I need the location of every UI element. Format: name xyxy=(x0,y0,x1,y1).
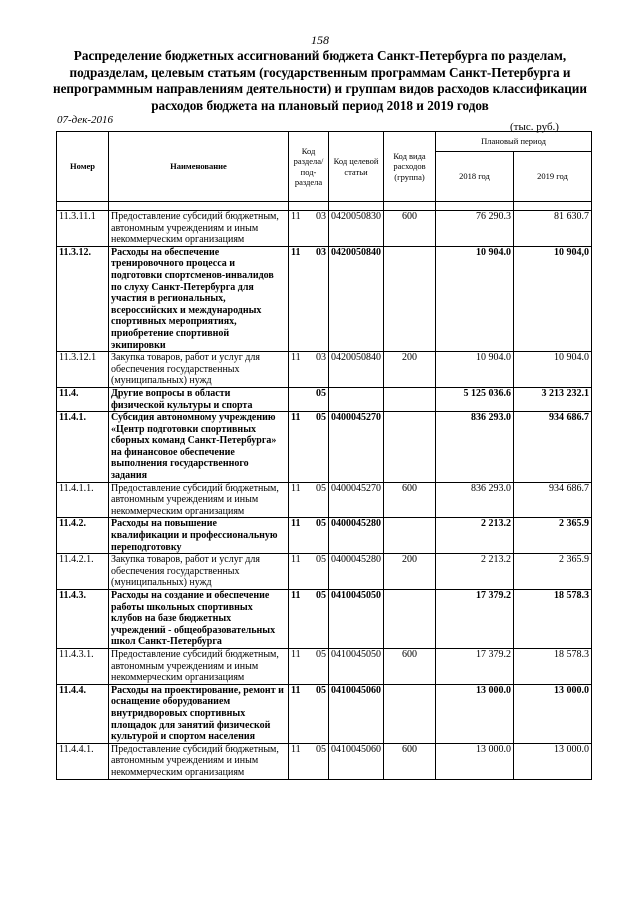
row-number: 11.4.3.1. xyxy=(57,648,109,684)
row-name: Предоставление субсидий бюджетным, автономным учреждениям и иным некоммерческим организациям xyxy=(109,743,289,779)
row-value-2019: 18 578.3 xyxy=(514,648,592,684)
row-value-2018: 17 379.2 xyxy=(436,590,514,649)
row-article-code: 0400045280 xyxy=(329,554,384,590)
row-section: 11 xyxy=(291,352,301,364)
table-row xyxy=(57,648,592,684)
table-row xyxy=(57,352,592,388)
document-date: 07-дек-2016 xyxy=(57,114,114,126)
row-section: 11 xyxy=(291,554,301,566)
table-row xyxy=(57,246,592,351)
row-name: Расходы на обеспечение тренировочного процесса и подготовки спортсменов-инвалидов по слуху Санкт-Петербурга для участия в региональных, всероссийских и международных спортивных мероприятиях, приобретение спортивной экипировки xyxy=(109,246,289,351)
row-expense-type xyxy=(384,412,436,483)
row-section-code xyxy=(289,590,329,649)
row-article-code: 0400045270 xyxy=(329,412,384,483)
row-name: Расходы на проектирование, ремонт и оснащение оборудованием внутридворовых спортивных площадок для занятий физической культурой и спортом населения xyxy=(109,684,289,743)
row-subsection: 03 xyxy=(316,352,326,364)
row-number: 11.3.11.1 xyxy=(57,211,109,247)
units-label: (тыс. руб.) xyxy=(510,121,559,133)
row-value-2019: 10 904,0 xyxy=(514,246,592,351)
row-section-code xyxy=(289,352,329,388)
row-number: 11.4.4. xyxy=(57,684,109,743)
row-section: 11 xyxy=(291,482,301,494)
row-section-code xyxy=(289,743,329,779)
row-name: Предоставление субсидий бюджетным, автономным учреждениям и иным некоммерческим организациям xyxy=(109,482,289,518)
row-name: Предоставление субсидий бюджетным, автономным учреждениям и иным некоммерческим организациям xyxy=(109,648,289,684)
row-article-code: 0410045060 xyxy=(329,684,384,743)
row-section: 11 xyxy=(291,518,301,530)
row-section-code xyxy=(289,684,329,743)
row-number: 11.4. xyxy=(57,387,109,411)
row-section-code xyxy=(289,412,329,483)
row-subsection: 05 xyxy=(316,518,326,530)
row-subsection: 05 xyxy=(316,482,326,494)
row-subsection: 05 xyxy=(316,412,326,424)
row-value-2018: 17 379.2 xyxy=(436,648,514,684)
row-name: Расходы на повышение квалификации и профессиональную переподготовку xyxy=(109,518,289,554)
row-article-code: 0420050840 xyxy=(329,246,384,351)
row-article-code xyxy=(329,387,384,411)
table-row xyxy=(57,743,592,779)
row-section: 11 xyxy=(291,246,301,258)
row-value-2018: 836 293.0 xyxy=(436,412,514,483)
row-value-2019: 934 686.7 xyxy=(514,482,592,518)
row-expense-type xyxy=(384,684,436,743)
table-row xyxy=(57,518,592,554)
row-number: 11.4.1.1. xyxy=(57,482,109,518)
row-subsection: 05 xyxy=(316,648,326,660)
row-value-2019: 13 000.0 xyxy=(514,743,592,779)
row-section-code xyxy=(289,518,329,554)
row-expense-type: 600 xyxy=(384,482,436,518)
row-value-2018: 836 293.0 xyxy=(436,482,514,518)
row-expense-type xyxy=(384,518,436,554)
table-row xyxy=(57,412,592,483)
row-article-code: 0410045050 xyxy=(329,590,384,649)
row-section: 11 xyxy=(291,743,301,755)
row-expense-type: 600 xyxy=(384,211,436,247)
row-number: 11.4.2.1. xyxy=(57,554,109,590)
page-title: Распределение бюджетных ассигнований бюджета Санкт-Петербурга по разделам, подразделам, целевым статьям (государственным программам Санкт-Петербурга и непрограммным направлениям деятельности) и группам видов расходов классификации расходов бюджета на плановый период 2018 и 2019 годов xyxy=(52,48,587,113)
row-number: 11.4.4.1. xyxy=(57,743,109,779)
row-name: Субсидия автономному учреждению «Центр подготовки спортивных сборных команд Санкт-Петербурга» на финансовое обеспечение выполнения государственного задания xyxy=(109,412,289,483)
row-section: 11 xyxy=(291,412,301,424)
row-expense-type: 200 xyxy=(384,352,436,388)
table-row xyxy=(57,211,592,247)
row-subsection: 03 xyxy=(316,211,326,222)
row-value-2018: 2 213.2 xyxy=(436,554,514,590)
row-expense-type xyxy=(384,246,436,351)
table-row xyxy=(57,590,592,649)
row-name: Закупка товаров, работ и услуг для обеспечения государственных (муниципальных) нужд xyxy=(109,352,289,388)
row-subsection: 05 xyxy=(316,684,326,696)
row-subsection: 03 xyxy=(316,246,326,258)
header-period: Плановый период xyxy=(436,132,592,152)
row-value-2019: 934 686.7 xyxy=(514,412,592,483)
budget-table xyxy=(56,131,592,780)
row-section-code xyxy=(289,387,329,411)
row-value-2018: 10 904.0 xyxy=(436,352,514,388)
row-section: 11 xyxy=(291,648,301,660)
row-number: 11.4.2. xyxy=(57,518,109,554)
row-expense-type: 600 xyxy=(384,743,436,779)
row-subsection: 05 xyxy=(316,387,326,399)
table-body xyxy=(57,211,592,780)
row-expense-type xyxy=(384,590,436,649)
row-number: 11.3.12.1 xyxy=(57,352,109,388)
row-section: 11 xyxy=(291,684,301,696)
row-value-2018: 13 000.0 xyxy=(436,684,514,743)
row-section-code xyxy=(289,482,329,518)
row-number: 11.3.12. xyxy=(57,246,109,351)
row-subsection: 05 xyxy=(316,743,326,755)
row-expense-type: 200 xyxy=(384,554,436,590)
row-value-2019: 13 000.0 xyxy=(514,684,592,743)
row-section-code xyxy=(289,246,329,351)
row-value-2019: 18 578.3 xyxy=(514,590,592,649)
row-value-2019: 2 365.9 xyxy=(514,518,592,554)
row-value-2019: 10 904.0 xyxy=(514,352,592,388)
header-2019: 2019 год xyxy=(514,152,592,202)
row-name: Предоставление субсидий бюджетным, автономным учреждениям и иным некоммерческим организациям xyxy=(109,211,289,247)
table-row xyxy=(57,554,592,590)
row-article-code: 0400045270 xyxy=(329,482,384,518)
row-name: Расходы на создание и обеспечение работы школьных спортивных клубов на базе бюджетных учреждений - общеобразовательных школ Санкт-Петербурга xyxy=(109,590,289,649)
row-value-2018: 2 213.2 xyxy=(436,518,514,554)
row-subsection: 05 xyxy=(316,590,326,601)
header-name: Наименование xyxy=(109,132,289,202)
row-section: 11 xyxy=(291,590,301,601)
header-type: Код вида расходов (группа) xyxy=(384,132,436,202)
row-value-2019: 81 630.7 xyxy=(514,211,592,247)
header-2018: 2018 год xyxy=(436,152,514,202)
row-article-code: 0410045060 xyxy=(329,743,384,779)
header-article: Код целевой статьи xyxy=(329,132,384,202)
row-name: Другие вопросы в области физической культуры и спорта xyxy=(109,387,289,411)
row-number: 11.4.1. xyxy=(57,412,109,483)
row-section-code xyxy=(289,648,329,684)
row-article-code: 0420050840 xyxy=(329,352,384,388)
table-row xyxy=(57,387,592,411)
row-article-code: 0410045050 xyxy=(329,648,384,684)
page-number: 158 xyxy=(311,33,329,47)
header-section: Код раздела/ под-раздела xyxy=(289,132,329,202)
table-row xyxy=(57,684,592,743)
row-value-2018: 5 125 036.6 xyxy=(436,387,514,411)
table-row xyxy=(57,482,592,518)
row-section-code xyxy=(289,211,329,247)
row-article-code: 0400045280 xyxy=(329,518,384,554)
row-section: 11 xyxy=(291,211,301,222)
row-expense-type: 600 xyxy=(384,648,436,684)
row-value-2018: 10 904.0 xyxy=(436,246,514,351)
row-value-2018: 76 290.3 xyxy=(436,211,514,247)
row-name: Закупка товаров, работ и услуг для обеспечения государственных (муниципальных) нужд xyxy=(109,554,289,590)
row-number: 11.4.3. xyxy=(57,590,109,649)
row-expense-type xyxy=(384,387,436,411)
header-number: Номер xyxy=(57,132,109,202)
row-article-code: 0420050830 xyxy=(329,211,384,247)
row-section-code xyxy=(289,554,329,590)
row-value-2019: 2 365.9 xyxy=(514,554,592,590)
row-value-2019: 3 213 232.1 xyxy=(514,387,592,411)
row-value-2018: 13 000.0 xyxy=(436,743,514,779)
row-subsection: 05 xyxy=(316,554,326,566)
